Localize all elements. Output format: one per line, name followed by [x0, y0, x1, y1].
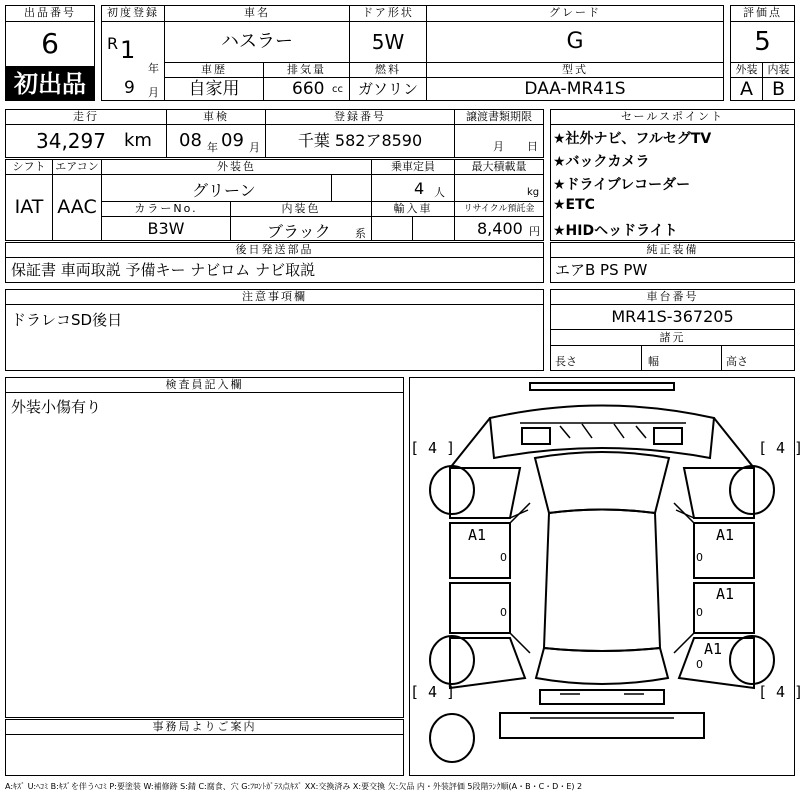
interior-grade: B: [762, 77, 795, 101]
vehicle-history: 自家用: [164, 77, 264, 101]
car-diagram-panel: [409, 377, 803, 776]
car-name-label: 車名: [164, 5, 350, 22]
score-label: 評価点: [730, 5, 795, 22]
era: R: [107, 34, 119, 53]
max-load-unit: kg: [527, 187, 540, 198]
legend: A:ｷｽﾞ U:ﾍｺﾐ B:ｷｽﾞを伴うﾍｺﾐ P:要塗装 W:補修跡 S:錆 C:腐食、穴 G:ﾌﾛﾝﾄｶﾞﾗｽ点ｷｽﾞ XX:交換済み X:要交換 欠:欠品 内・外装評価 5段階ﾗﾝｸ順(A・B・C・D・E) 2: [5, 782, 583, 791]
displacement: 660: [292, 79, 325, 99]
transfer-deadline-label: 譲渡書類期限: [454, 109, 544, 125]
color-number-label: カラーNo.: [101, 201, 231, 217]
sales-points-label: セールスポイント: [550, 109, 795, 125]
chassis-label: 車台番号: [550, 289, 795, 305]
first-listing-badge: 初出品: [5, 67, 95, 101]
evaluation-score: 5: [730, 21, 795, 63]
inspection-month: 09: [221, 130, 244, 151]
recycle-cell: [454, 216, 544, 241]
sales-point-item: ★HIDヘッドライト: [553, 223, 678, 239]
displacement-cell: [263, 77, 350, 101]
shift-label: シフト: [5, 159, 53, 175]
import-label: 輸入車: [371, 201, 455, 217]
lot-number-label: 出品番号: [5, 5, 95, 22]
notes-label: 注意事項欄: [5, 289, 544, 305]
car-name: ハスラー: [164, 21, 350, 63]
mileage-cell: [5, 124, 167, 158]
fuel-label: 燃料: [349, 62, 427, 78]
displacement-label: 排気量: [263, 62, 350, 78]
exterior-color-label: 外装色: [101, 159, 372, 175]
inspection-cell: [166, 124, 266, 158]
exterior-color-cell: [101, 174, 332, 202]
recycle-unit: 円: [529, 225, 540, 238]
sales-point-item: ★ETC: [553, 197, 595, 213]
exterior-color: グリーン: [192, 181, 256, 200]
sales-points-box: [550, 124, 795, 241]
mark-zero: 0: [696, 658, 703, 671]
door-type: 5W: [349, 21, 427, 63]
damage-right-front-door: A1: [716, 526, 735, 544]
capacity-unit: 人: [434, 186, 445, 199]
chassis-number: MR41S-367205: [550, 304, 795, 330]
door-label: ドア形状: [349, 5, 427, 22]
mileage-unit: km: [124, 130, 152, 151]
notes-box: [5, 304, 544, 371]
model-label: 型式: [426, 62, 724, 78]
interior-color: ブラック: [267, 222, 331, 241]
interior-color-cell: [230, 216, 372, 241]
month-unit: 月: [148, 86, 159, 99]
inspector-box: [5, 392, 404, 718]
sales-point-item: ★社外ナビ、フルセグTV: [553, 131, 712, 147]
tire-rear-right: [ 4 ]: [758, 683, 803, 701]
notes-value: ドラレコSD後日: [11, 311, 123, 329]
capacity-label: 乗車定員: [371, 159, 455, 175]
registration-month: 9: [124, 78, 135, 98]
later-parts-label: 後日発送部品: [5, 242, 544, 258]
spec-height-label: 高さ: [726, 355, 748, 368]
recycle-label: リサイクル預託金: [454, 201, 544, 217]
spec-width: [641, 345, 722, 371]
shift: IAT: [5, 174, 53, 241]
tire-front-right: [ 4 ]: [758, 439, 803, 457]
exterior-grade: A: [730, 77, 763, 101]
capacity: 4: [414, 179, 425, 198]
damage-left-front-door: A1: [468, 526, 487, 544]
transfer-deadline-cell: [454, 124, 544, 158]
displacement-unit: cc: [332, 84, 343, 95]
tire-front-left: [ 4 ]: [410, 439, 456, 457]
sales-point-item: ★バックカメラ: [553, 154, 650, 170]
aircon-label: エアコン: [52, 159, 102, 175]
transfer-day-unit: 日: [527, 140, 538, 153]
capacity-cell: [371, 174, 455, 202]
damage-right-rear-fender: A1: [704, 640, 723, 658]
transfer-month-unit: 月: [493, 140, 504, 153]
inspector-label: 検査員記入欄: [5, 377, 404, 393]
grade-label: グレード: [426, 5, 724, 22]
sales-point-item: ★ドライブレコーダー: [553, 177, 691, 193]
first-registration-cell: [101, 21, 165, 101]
inspection-year: 08: [179, 130, 202, 151]
grade: G: [426, 21, 724, 63]
mark-zero: 0: [696, 551, 703, 564]
registration-year: 1: [120, 36, 136, 64]
max-load-cell: [454, 174, 544, 202]
spec-width-label: 幅: [648, 355, 659, 368]
first-registration-label: 初度登録: [101, 5, 165, 22]
car-diagram: [410, 378, 794, 775]
mark-zero: 0: [500, 551, 507, 564]
spec-height: [721, 345, 795, 371]
mark-zero: 0: [696, 606, 703, 619]
interior-color-unit: 系: [355, 227, 366, 240]
spec-length: [550, 345, 642, 371]
mileage-label: 走行: [5, 109, 167, 125]
exterior-color-extra: [331, 174, 372, 202]
specs-label: 諸元: [550, 329, 795, 346]
max-load-label: 最大積載量: [454, 159, 544, 175]
later-parts-value: 保証書 車両取説 予備キー ナビロム ナビ取説: [5, 257, 544, 283]
interior-label: 内装: [762, 62, 795, 78]
spec-length-label: 長さ: [555, 355, 577, 368]
mark-zero: 0: [500, 606, 507, 619]
inspection-label: 車検: [166, 109, 266, 125]
registration-number-label: 登録番号: [265, 109, 455, 125]
interior-color-label: 内装色: [230, 201, 372, 217]
inspector-value: 外装小傷有り: [11, 398, 102, 416]
exterior-label: 外装: [730, 62, 763, 78]
import-cell-a: [371, 216, 413, 241]
office-label: 事務局よりご案内: [5, 719, 404, 735]
damage-right-rear-door: A1: [716, 585, 735, 603]
genuine-equipment-label: 純正装備: [550, 242, 795, 258]
model-code: DAA-MR41S: [426, 77, 724, 101]
history-label: 車歴: [164, 62, 264, 78]
inspection-month-unit: 月: [249, 141, 260, 154]
registration-number: 千葉 582ア8590: [265, 124, 455, 158]
import-cell-b: [412, 216, 455, 241]
fuel: ガソリン: [349, 77, 427, 101]
recycle-fee: 8,400: [477, 219, 523, 238]
year-unit: 年: [148, 62, 159, 75]
office-box: [5, 734, 404, 776]
color-number: B3W: [101, 216, 231, 241]
lot-number: 6: [5, 21, 95, 67]
mileage: 34,297: [36, 129, 106, 153]
aircon: AAC: [52, 174, 102, 241]
inspection-year-unit: 年: [207, 141, 218, 154]
tire-rear-left: [ 4 ]: [410, 683, 456, 701]
genuine-equipment-value: エアB PS PW: [550, 257, 795, 283]
